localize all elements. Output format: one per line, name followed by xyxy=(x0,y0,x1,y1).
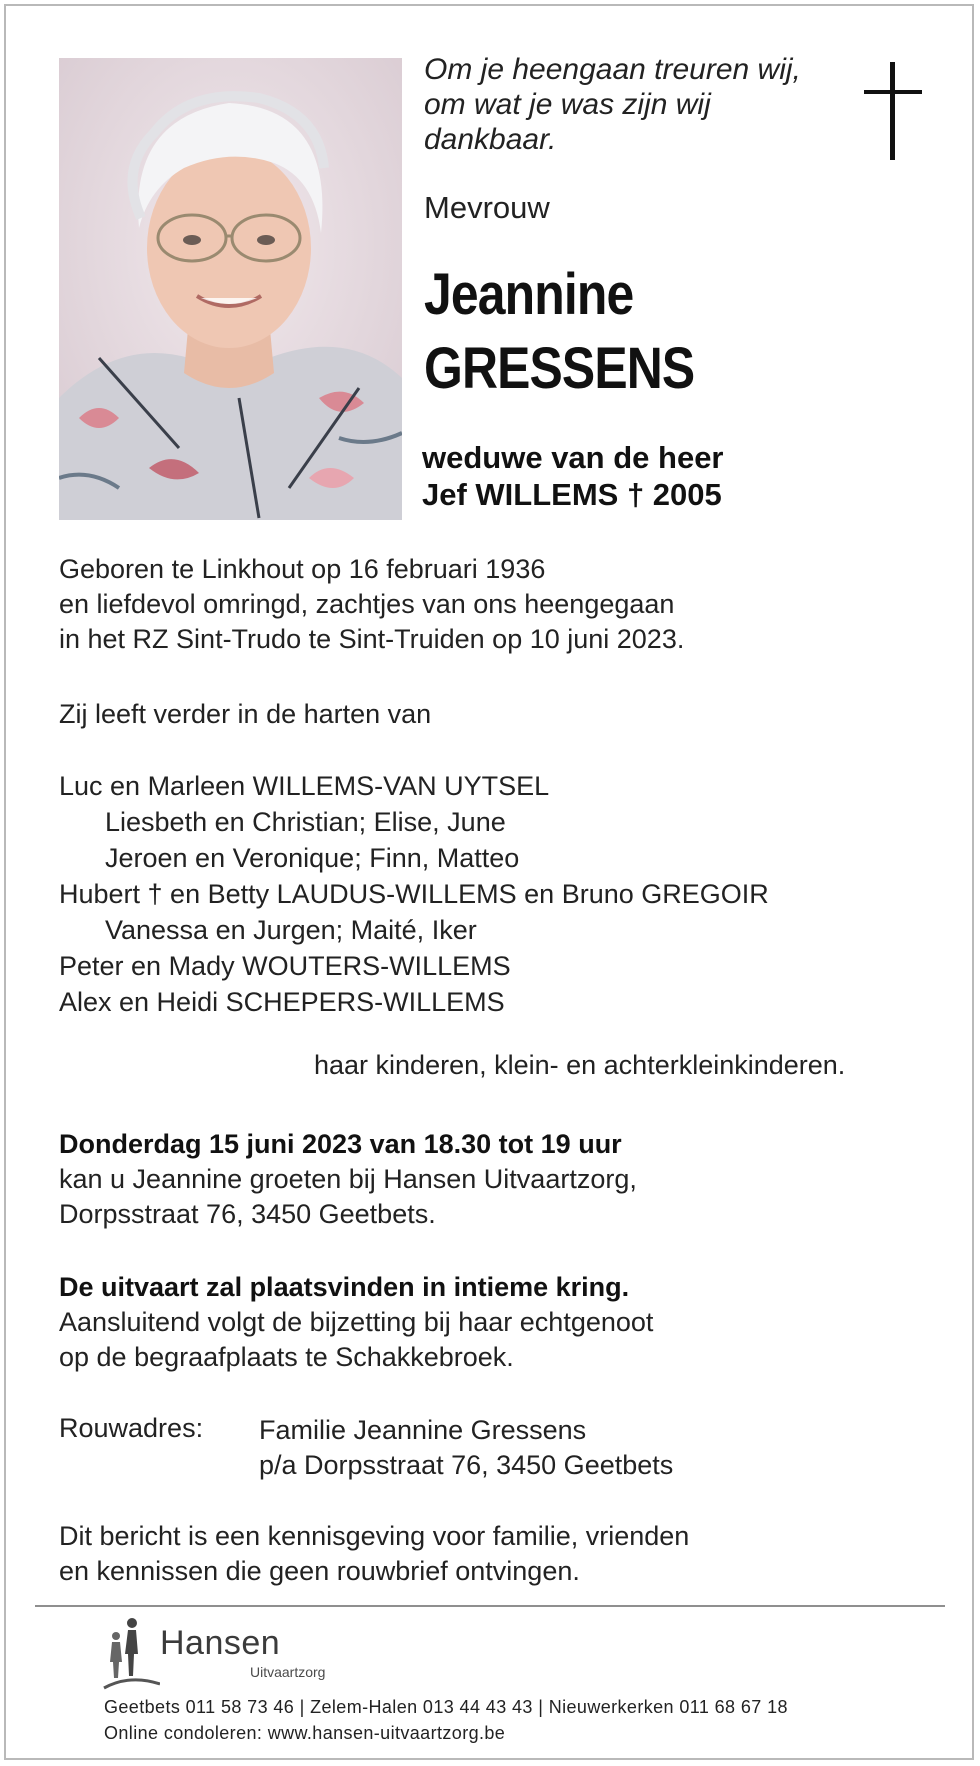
funeral-heading: De uitvaart zal plaatsvinden in intieme kring. xyxy=(59,1272,630,1302)
family-member: Peter en Mady WOUTERS-WILLEMS xyxy=(59,951,511,981)
birth-line: en liefdevol omringd, zachtjes van ons heengegaan xyxy=(59,589,675,619)
funeral-line: op de begraafplaats te Schakkebroek. xyxy=(59,1342,514,1372)
last-name: GRESSENS xyxy=(424,336,695,401)
memorial-quote xyxy=(424,52,824,157)
quote-line: dankbaar. xyxy=(424,123,557,156)
address-label: Rouwadres: xyxy=(59,1413,204,1443)
funeral-line: Aansluitend volgt de bijzetting bij haar echtgenoot xyxy=(59,1307,654,1337)
family-member: Jeroen en Veronique; Finn, Matteo xyxy=(105,843,520,873)
visitation-heading: Donderdag 15 juni 2023 van 18.30 tot 19 uur xyxy=(59,1129,622,1159)
address-value xyxy=(259,1413,673,1483)
family-member: Hubert † en Betty LAUDUS-WILLEMS en Bruno GREGOIR xyxy=(59,879,769,909)
figures-icon xyxy=(100,1614,160,1694)
family-member: Vanessa en Jurgen; Maité, Iker xyxy=(105,915,477,945)
portrait-photo xyxy=(59,58,402,520)
deceased-name xyxy=(424,258,694,406)
family-member: Luc en Marleen WILLEMS-VAN UYTSEL xyxy=(59,771,550,801)
notice-text xyxy=(59,1519,689,1589)
birth-death-info xyxy=(59,552,684,657)
company-logo xyxy=(100,1614,360,1694)
online-condolence-link[interactable]: Online condoleren: www.hansen-uitvaartzorg.be xyxy=(104,1723,506,1743)
logo-subtitle: Uitvaartzorg xyxy=(250,1664,326,1680)
contact-phones: Geetbets 011 58 73 46 | Zelem-Halen 013 44 43 43 | Nieuwerkerken 011 68 67 18 xyxy=(104,1697,788,1717)
family-member: Alex en Heidi SCHEPERS-WILLEMS xyxy=(59,987,505,1017)
address-line: p/a Dorpsstraat 76, 3450 Geetbets xyxy=(259,1450,674,1480)
first-name: Jeannine xyxy=(424,262,634,327)
quote-line: Om je heengaan treuren wij, xyxy=(424,53,801,86)
birth-line: Geboren te Linkhout op 16 februari 1936 xyxy=(59,554,546,584)
visitation-line: kan u Jeannine groeten bij Hansen Uitvaartzorg, xyxy=(59,1164,637,1194)
salutation: Mevrouw xyxy=(424,190,550,225)
spouse-line: Jef WILLEMS † 2005 xyxy=(422,477,722,512)
family-list xyxy=(59,768,769,1020)
family-member: Liesbeth en Christian; Elise, June xyxy=(105,807,506,837)
notice-line: Dit bericht is een kennisgeving voor familie, vrienden xyxy=(59,1521,690,1551)
quote-line: om wat je was zijn wij xyxy=(424,88,711,121)
lives-on-text: Zij leeft verder in de harten van xyxy=(59,699,432,729)
visitation-line: Dorpsstraat 76, 3450 Geetbets. xyxy=(59,1199,436,1229)
address-line: Familie Jeannine Gressens xyxy=(259,1415,587,1445)
logo-name: Hansen xyxy=(160,1624,281,1662)
birth-line: in het RZ Sint-Trudo te Sint-Truiden op 10 juni 2023. xyxy=(59,624,685,654)
spouse-info xyxy=(422,439,724,513)
family-closing: haar kinderen, klein- en achterkleinkinderen. xyxy=(314,1050,846,1080)
divider xyxy=(35,1605,945,1607)
notice-line: en kennissen die geen rouwbrief ontvingen. xyxy=(59,1556,580,1586)
cross-icon xyxy=(864,62,922,160)
funeral-info xyxy=(59,1270,653,1375)
visitation-info xyxy=(59,1127,637,1232)
spouse-line: weduwe van de heer xyxy=(422,440,724,475)
